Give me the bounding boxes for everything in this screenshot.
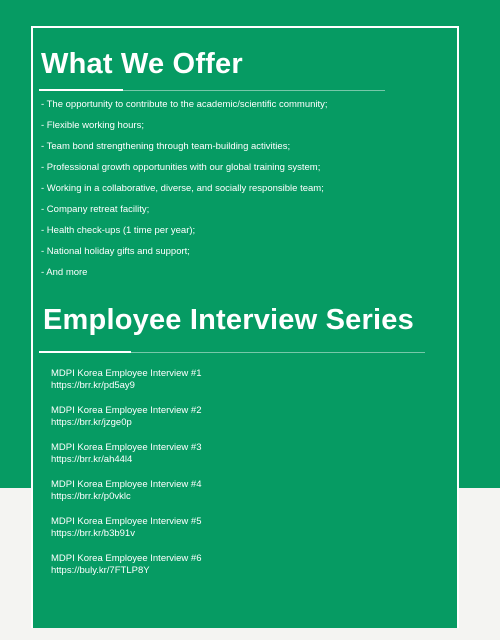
content-card xyxy=(31,26,459,628)
offer-item: - Team bond strengthening through team-building activities; xyxy=(41,141,291,152)
interview-item xyxy=(51,368,201,405)
interview-item xyxy=(51,442,201,479)
offer-item: - The opportunity to contribute to the academic/scientific community; xyxy=(41,99,328,110)
interview-link[interactable]: https://buly.kr/7FTLP8Y xyxy=(51,564,150,576)
interview-link[interactable]: https://brr.kr/b3b91v xyxy=(51,527,135,539)
offer-list xyxy=(41,98,328,287)
interview-link[interactable]: https://brr.kr/pd5ay9 xyxy=(51,379,135,391)
interview-divider-accent xyxy=(39,351,131,353)
interview-title: MDPI Korea Employee Interview #4 xyxy=(51,479,202,490)
offer-item: - Working in a collaborative, diverse, and socially responsible team; xyxy=(41,183,324,194)
interview-title: MDPI Korea Employee Interview #6 xyxy=(51,553,202,564)
interview-link[interactable]: https://brr.kr/p0vklc xyxy=(51,490,131,502)
offer-item: - Company retreat facility; xyxy=(41,204,150,215)
offer-item: - Professional growth opportunities with our global training system; xyxy=(41,162,321,173)
interview-item xyxy=(51,479,201,516)
offer-item: - National holiday gifts and support; xyxy=(41,246,190,257)
offer-divider-accent xyxy=(39,89,123,91)
offer-item: - And more xyxy=(41,267,88,278)
interview-item xyxy=(51,553,201,590)
interview-item xyxy=(51,516,201,553)
interview-list xyxy=(51,368,201,590)
interview-title: MDPI Korea Employee Interview #3 xyxy=(51,442,202,453)
offer-item: - Health check-ups (1 time per year); xyxy=(41,225,196,236)
offer-item: - Flexible working hours; xyxy=(41,120,144,131)
interview-item xyxy=(51,405,201,442)
offer-heading: What We Offer xyxy=(41,48,243,80)
interview-heading: Employee Interview Series xyxy=(43,304,414,336)
interview-link[interactable]: https://brr.kr/jzge0p xyxy=(51,416,132,428)
interview-link[interactable]: https://brr.kr/ah44l4 xyxy=(51,453,133,465)
interview-title: MDPI Korea Employee Interview #1 xyxy=(51,368,202,379)
interview-title: MDPI Korea Employee Interview #5 xyxy=(51,516,202,527)
interview-title: MDPI Korea Employee Interview #2 xyxy=(51,405,202,416)
